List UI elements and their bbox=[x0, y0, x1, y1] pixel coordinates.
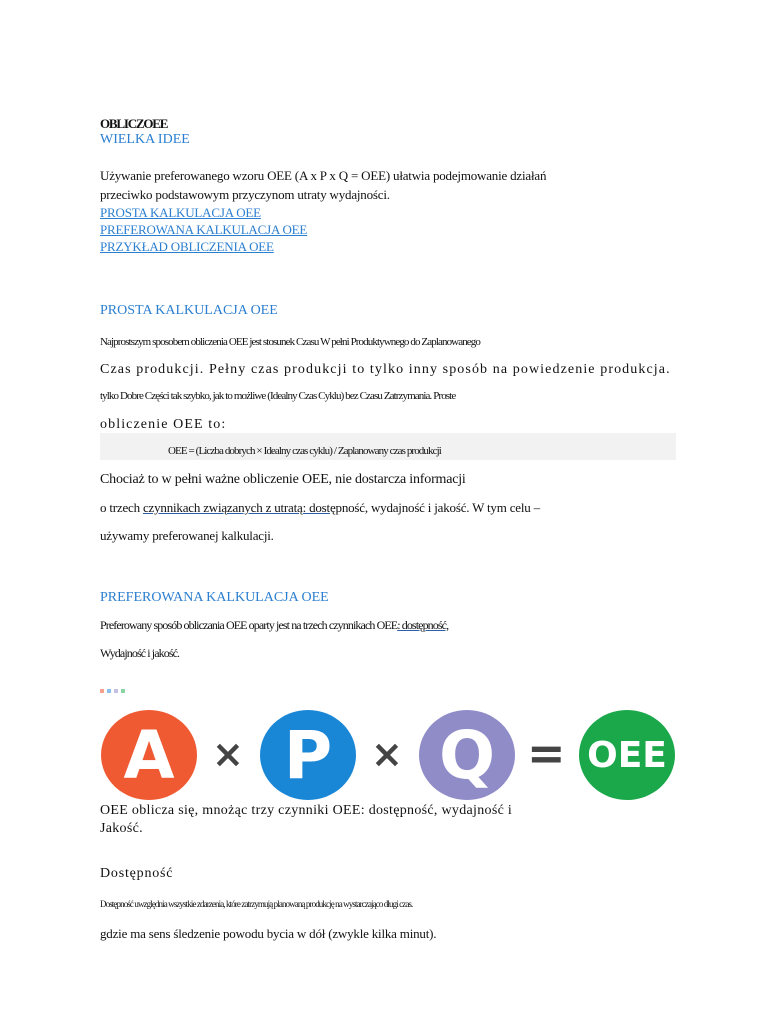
simple-line-2: Czas produkcji. Pełny czas produkcji to tylko inny sposób na powiedzenie produkcja. bbox=[100, 362, 671, 377]
simple-line-4: obliczenie OEE to: bbox=[100, 417, 227, 432]
q-circle: Q bbox=[419, 710, 515, 800]
simple-line-3: tylko Dobre Części tak szybko, jak to możliwe (Idealny Czas Cyklu) bez Czasu Zatrzymania. Proste bbox=[100, 390, 456, 402]
intro-line-2: przeciwko podstawowym przyczynom utraty wydajności. bbox=[100, 187, 390, 202]
section-heading-preferred: PREFEROWANA KALKULACJA OEE bbox=[100, 590, 329, 605]
availability-underlined: : dostępność, bbox=[397, 618, 449, 632]
section-heading-simple: PROSTA KALKULACJA OEE bbox=[100, 303, 278, 318]
color-dots bbox=[100, 689, 125, 693]
intro-line-1: Używanie preferowanego wzoru OEE (A x P x Q = OEE) ułatwia podejmowanie działań bbox=[100, 168, 547, 183]
times-sign-2: × bbox=[371, 732, 403, 776]
formula-box bbox=[100, 433, 676, 460]
toc-link-preferred[interactable]: PREFEROWANA KALKULACJA OEE bbox=[100, 222, 308, 237]
simple-line-5: Chociaż to w pełni ważne obliczenie OEE, nie dostarcza informacji bbox=[100, 472, 466, 487]
loss-factors-underlined: czynnikach związanych z utratą: dost bbox=[142, 500, 330, 515]
simple-line-7: używamy preferowanej kalkulacji. bbox=[100, 528, 274, 543]
oee-circle: OEE bbox=[579, 710, 675, 800]
toc-link-example[interactable]: PRZYKŁAD OBLICZENIA OEE bbox=[100, 239, 274, 254]
preferred-line-1a: Preferowany sposób obliczania OEE oparty jest na trzech czynnikach OEE bbox=[100, 618, 398, 632]
availability-line-2: gdzie ma sens śledzenie powodu bycia w dół (zwykle kilka minut). bbox=[100, 926, 437, 941]
simple-line-1: Najprostszym sposobem obliczenia OEE jest stosunek Czasu W pełni Produktywnego do Zaplanowanego bbox=[100, 336, 480, 348]
simple-line-6 bbox=[100, 500, 540, 516]
dot-orange bbox=[100, 689, 104, 693]
p-circle: P bbox=[260, 710, 356, 800]
availability-line-1: Dostępność uwzględnia wszystkie zdarzenia, które zatrzymują planowaną produkcję na wystarczająco długi czas. bbox=[100, 899, 413, 909]
formula-text: OEE = (Liczba dobrych × Idealny czas cyklu) / Zaplanowany czas produkcji bbox=[168, 445, 441, 457]
toc-link-simple[interactable]: PROSTA KALKULACJA OEE bbox=[100, 205, 261, 220]
times-sign-1: × bbox=[212, 732, 244, 776]
preferred-line-2: Wydajność i jakość. bbox=[100, 646, 180, 660]
doc-subtitle: WIELKA IDEE bbox=[100, 132, 190, 147]
a-circle: A bbox=[101, 710, 197, 800]
after-graphic-line-2: Jakość. bbox=[100, 821, 143, 836]
preferred-line-1 bbox=[100, 618, 448, 633]
dot-purple bbox=[114, 689, 118, 693]
dot-green bbox=[121, 689, 125, 693]
doc-title: OBLICZOEE bbox=[100, 116, 168, 131]
equals-sign: = bbox=[527, 726, 566, 780]
simple-line-6c: ępność, wydajność i jakość. W tym celu – bbox=[329, 500, 540, 515]
dot-blue bbox=[107, 689, 111, 693]
after-graphic-line-1: OEE oblicza się, mnożąc trzy czynniki OEE: dostępność, wydajność i bbox=[100, 803, 513, 818]
availability-heading: Dostępność bbox=[100, 866, 174, 881]
simple-line-6a: o trzech bbox=[100, 500, 143, 515]
